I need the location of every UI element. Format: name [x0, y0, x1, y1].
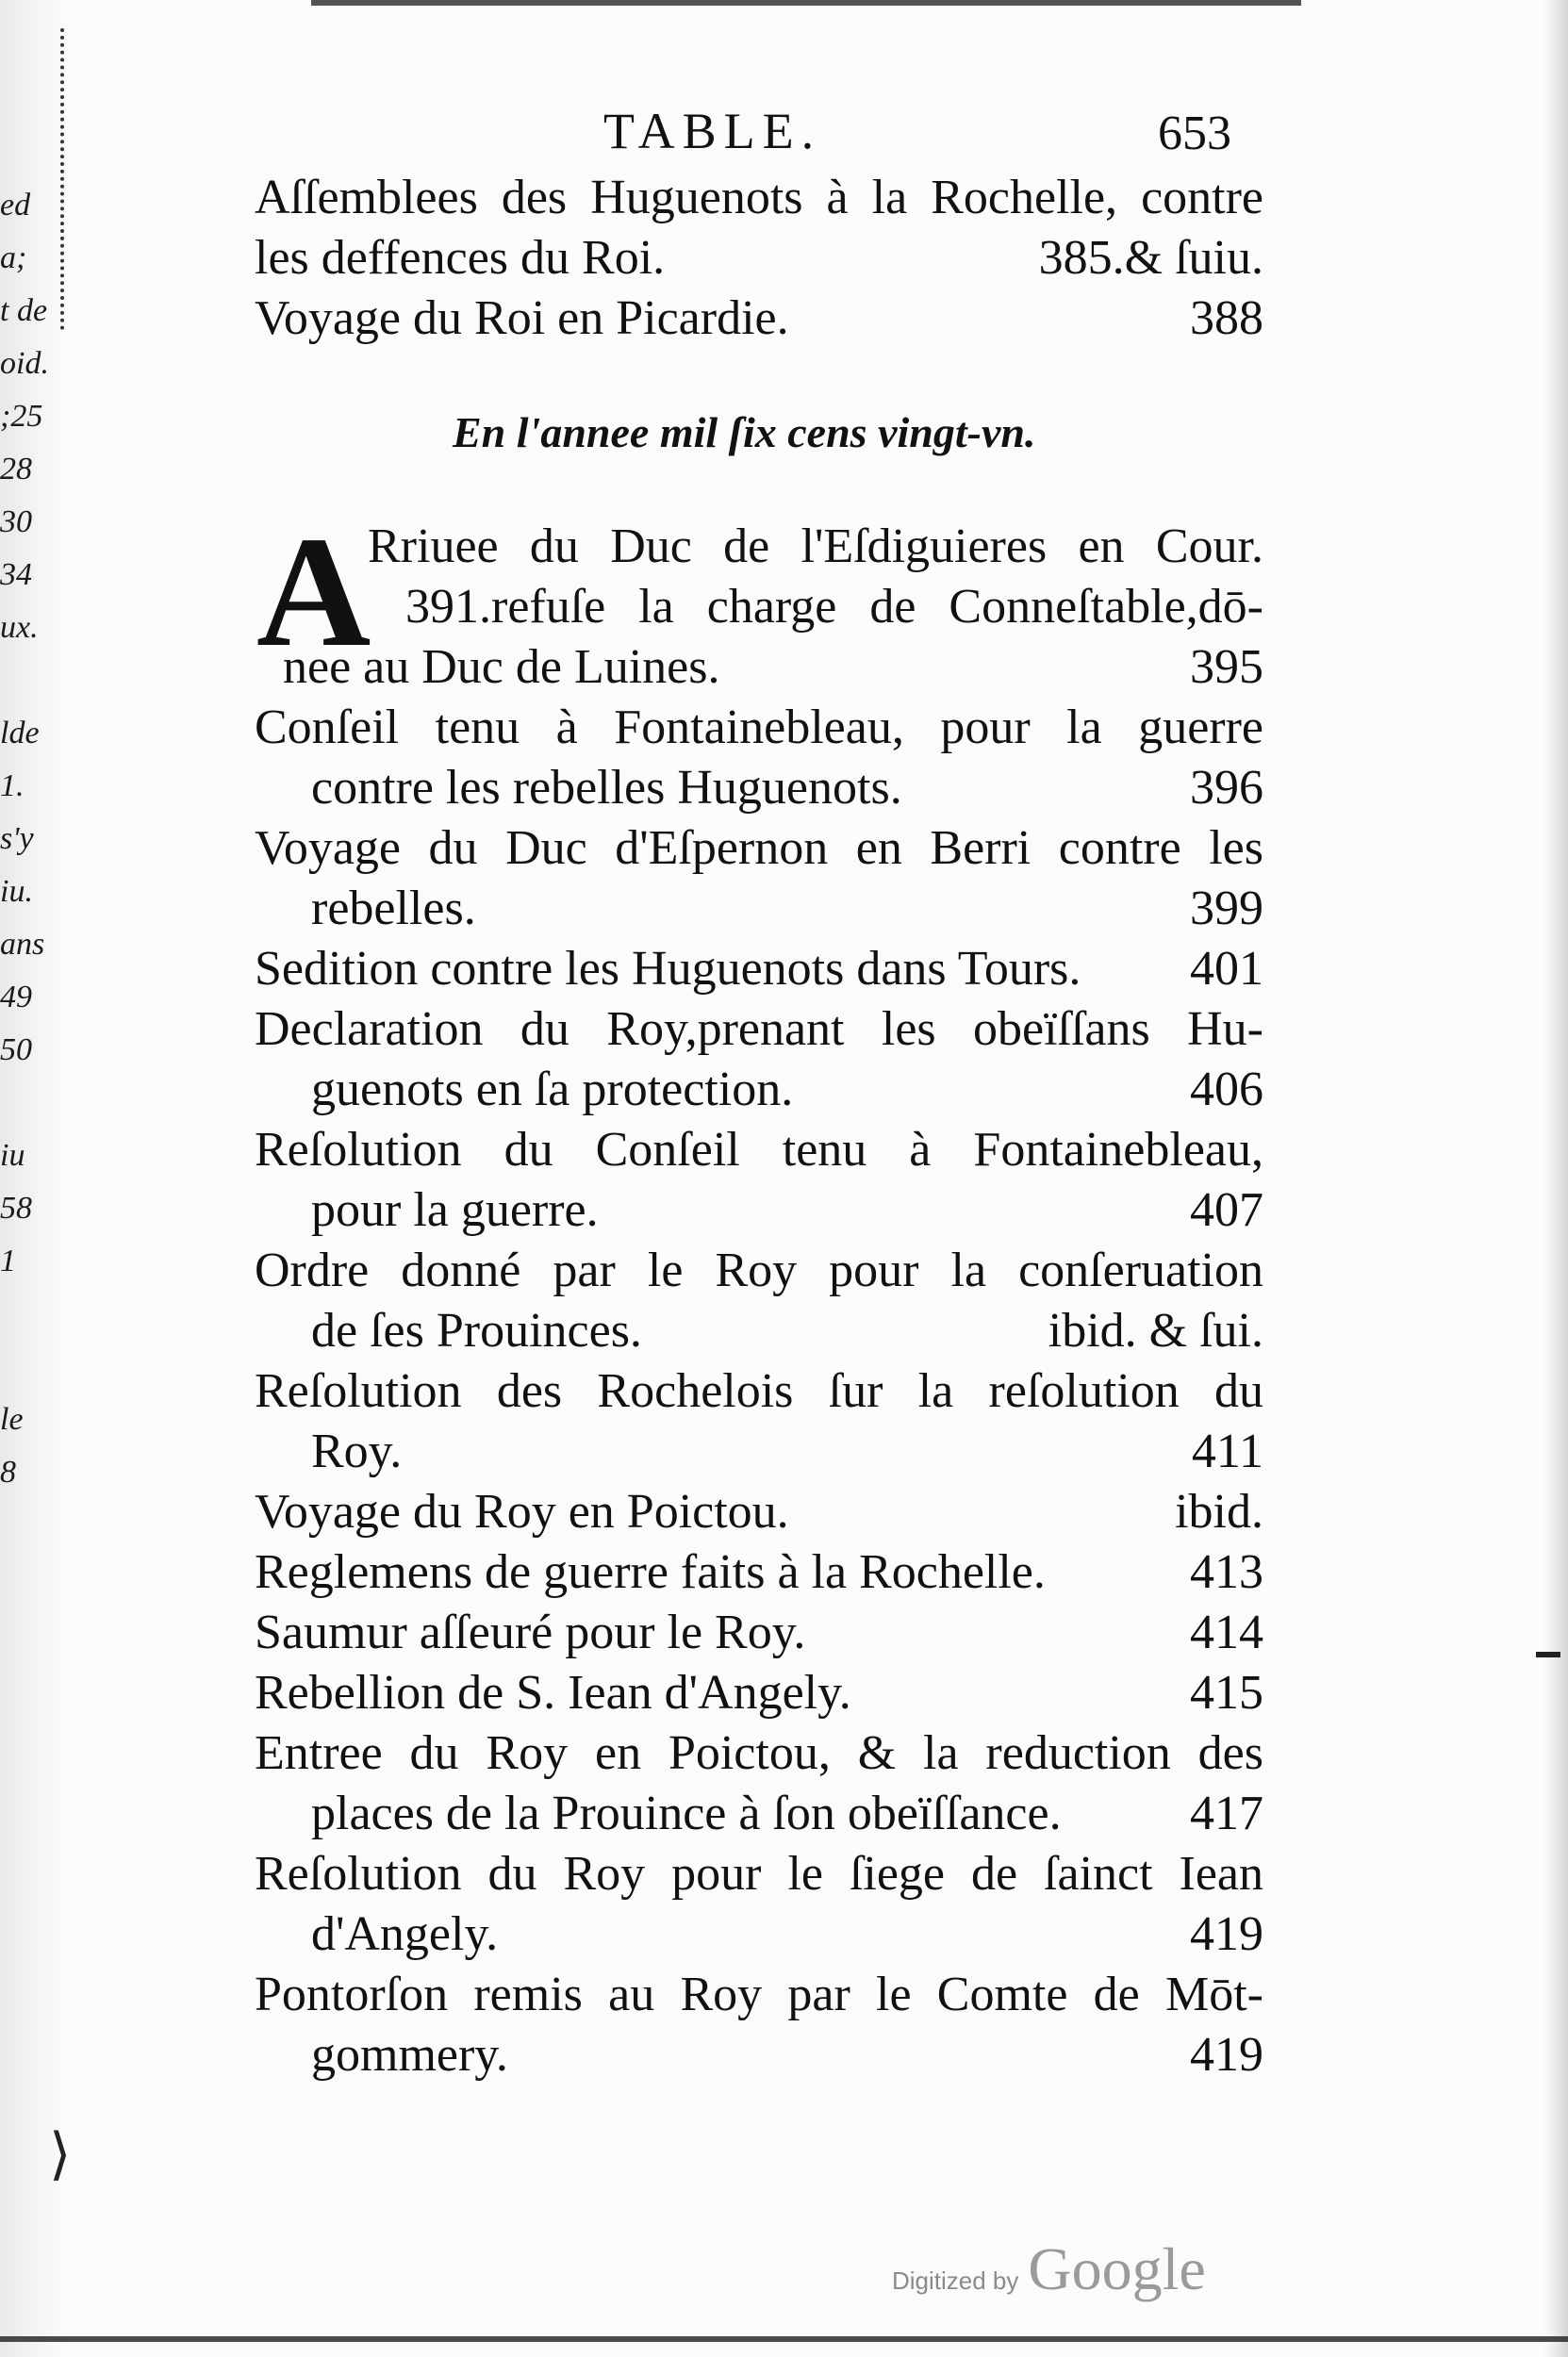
entry-line: [255, 1301, 1263, 1361]
drop-cap: A: [256, 504, 371, 680]
running-head-title: TABLE.: [603, 103, 822, 159]
entry-line: [255, 758, 1263, 818]
entry-text: les deffences du Roi.: [255, 231, 666, 285]
margin-tick: [1536, 1652, 1560, 1657]
index-entry: [255, 1542, 1263, 1603]
entry-page-ref: 407: [1190, 1183, 1263, 1237]
bleed-fragment: [0, 1288, 57, 1341]
bleed-fragment: [0, 1341, 57, 1393]
page-number: 653: [1158, 107, 1231, 160]
entry-line: [255, 1663, 1263, 1723]
entry-text: Saumur aſſeuré pour le Roy.: [255, 1606, 806, 1659]
entry-text: Rriuee du Duc de l'Eſdiguieres en Cour.: [368, 519, 1263, 573]
bleed-fragment: [0, 654, 57, 707]
entry-text: nee au Duc de Luines.: [283, 640, 720, 694]
entry-page-ref: 413: [1190, 1545, 1263, 1599]
entry-page-ref: 417: [1190, 1787, 1263, 1840]
index-entry: [255, 1965, 1263, 2085]
google-logo: Google: [1028, 2235, 1206, 2302]
bleed-fragment: lde: [0, 716, 40, 750]
bleed-fragment: ed: [0, 188, 31, 223]
page-edge: [1543, 0, 1568, 2357]
index-entry-first: [283, 517, 1263, 698]
entry-page-ref: 385.& ſuiu.: [1038, 231, 1263, 285]
bleed-fragment: 30: [0, 504, 32, 539]
bleed-fragment: 8: [0, 1455, 16, 1490]
bleed-fragment: 28: [0, 452, 32, 486]
entry-page-ref: 395: [1190, 640, 1263, 694]
bleed-fragment: 1: [0, 1244, 16, 1278]
entry-line: [255, 1844, 1263, 1904]
entry-line: [368, 577, 1263, 637]
entry-text: Voyage du Duc d'Eſpernon en Berri contre les: [255, 821, 1263, 875]
entry-text: Reſolution du Roy pour le ſiege de ſainct Iean: [255, 1847, 1263, 1901]
bleed-fragment: 1.: [0, 768, 25, 803]
entry-text: Roy.: [311, 1425, 403, 1478]
entry-line: [255, 1904, 1263, 1965]
bleed-fragment: iu: [0, 1138, 25, 1173]
entry-page-ref: 399: [1190, 882, 1263, 935]
bleed-fragment: 49: [0, 980, 32, 1014]
entry-text: Voyage du Roi en Picardie.: [255, 291, 789, 345]
entry-page-ref: 419: [1190, 1907, 1263, 1961]
entry-line: [255, 698, 1263, 758]
entry-line: [255, 1482, 1263, 1542]
entry-text: places de la Prouince à ſon obeïſſance.: [311, 1787, 1062, 1840]
entry-line: [255, 1060, 1263, 1120]
entry-text: Aſſemblees des Huguenots à la Rochelle, contre: [255, 171, 1263, 224]
bleed-fragment: [0, 1499, 57, 1552]
entry-page-ref: 415: [1190, 1666, 1263, 1720]
entry-line: [255, 879, 1263, 939]
facing-page-bleed-text: [0, 179, 57, 1605]
entry-page-ref: ibid. & ſui.: [1048, 1304, 1263, 1358]
entry-page-ref: 401: [1190, 942, 1263, 996]
entry-text: Ordre donné par le Roy pour la conſeruation: [255, 1244, 1263, 1297]
entry-text: Reſolution du Conſeil tenu à Fontainebleau,: [255, 1123, 1263, 1177]
entry-text: Conſeil tenu à Fontainebleau, pour la guerre: [255, 701, 1263, 754]
bleed-fragment: ;25: [0, 399, 43, 434]
index-entry: [255, 1120, 1263, 1241]
entry-line: [283, 637, 1263, 698]
entry-text: 391.refuſe la charge de Conneſtable,dō-: [405, 580, 1263, 634]
bleed-fragment: 50: [0, 1032, 32, 1067]
entry-line: [255, 1542, 1263, 1603]
bleed-fragment: 58: [0, 1191, 32, 1226]
entry-line: [255, 2025, 1263, 2085]
entry-text: pour la guerre.: [311, 1183, 599, 1237]
bleed-fragment: t de: [0, 293, 48, 328]
entry-line: [368, 517, 1263, 577]
index-entry: [255, 1241, 1263, 1361]
entry-text: Reſolution des Rochelois ſur la reſolution du: [255, 1364, 1263, 1418]
entry-text: Declaration du Roy,prenant les obeïſſans Hu-: [255, 1002, 1263, 1056]
bleed-fragment: 34: [0, 557, 32, 592]
index-entry: [255, 168, 1263, 288]
bleed-fragment: oid.: [0, 346, 49, 381]
entry-text: d'Angely.: [311, 1907, 499, 1961]
margin-mark: ⟩: [49, 2123, 72, 2185]
entry-page-ref: 406: [1190, 1063, 1263, 1116]
entry-line: [255, 1241, 1263, 1301]
watermark-prefix: Digitized by: [892, 2266, 1019, 2295]
entry-line: [255, 228, 1263, 288]
entry-line: [255, 1723, 1263, 1784]
section-heading: En l'annee mil ſix cens vingt-vn.: [453, 408, 1036, 456]
entry-page-ref: 419: [1190, 2028, 1263, 2082]
entry-text: rebelles.: [311, 882, 476, 935]
entry-page-ref: ibid.: [1175, 1485, 1263, 1539]
entry-page-ref: 411: [1191, 1425, 1263, 1478]
bleed-fragment: [0, 1552, 57, 1605]
entry-line: [255, 1603, 1263, 1663]
entry-line: [255, 1965, 1263, 2025]
entry-text: Voyage du Roy en Poictou.: [255, 1485, 789, 1539]
entry-text: de ſes Prouinces.: [311, 1304, 642, 1358]
entry-line: [255, 1784, 1263, 1844]
bleed-fragment: ux.: [0, 610, 39, 645]
index-entry: [255, 939, 1263, 999]
index-entry: [255, 999, 1263, 1120]
entry-line: [255, 1422, 1263, 1482]
entry-line: [255, 1120, 1263, 1180]
bottom-scan-edge: [0, 2336, 1568, 2342]
entry-line: [255, 939, 1263, 999]
entry-text: contre les rebelles Huguenots.: [311, 761, 902, 815]
top-scan-edge: [311, 0, 1301, 6]
index-entry: [255, 1482, 1263, 1542]
index-entry: [255, 1723, 1263, 1844]
entry-line: [255, 999, 1263, 1060]
entry-line: [255, 1180, 1263, 1241]
index-entry: [255, 1361, 1263, 1482]
entry-text: Entree du Roy en Poictou, & la reduction des: [255, 1726, 1263, 1780]
entry-line: [255, 1361, 1263, 1422]
digitization-watermark: [892, 2234, 1206, 2304]
index-entry: [255, 818, 1263, 939]
entry-line: [255, 288, 1263, 349]
index-entry: [255, 1603, 1263, 1663]
entry-text: Pontorſon remis au Roy par le Comte de Mōt-: [255, 1968, 1263, 2021]
entry-text: gommery.: [311, 2028, 508, 2082]
bleed-fragment: s'y: [0, 821, 34, 856]
index-entry: [255, 288, 1263, 349]
entry-page-ref: 396: [1190, 761, 1263, 815]
index-entry: [255, 1663, 1263, 1723]
bleed-fragment: le: [0, 1402, 24, 1437]
entry-text: Sedition contre les Huguenots dans Tours.: [255, 942, 1081, 996]
entry-line: [255, 818, 1263, 879]
entry-page-ref: 388: [1190, 291, 1263, 345]
entry-page-ref: 414: [1190, 1606, 1263, 1659]
margin-dotted-line: [60, 28, 68, 330]
bleed-fragment: a;: [0, 240, 27, 275]
index-entry: [255, 1844, 1263, 1965]
index-entry: [255, 698, 1263, 818]
entry-text: Reglemens de guerre faits à la Rochelle.: [255, 1545, 1046, 1599]
bleed-fragment: ans: [0, 927, 45, 962]
entry-text: Rebellion de S. Iean d'Angely.: [255, 1666, 851, 1720]
entry-text: guenots en ſa protection.: [311, 1063, 794, 1116]
bleed-fragment: iu.: [0, 874, 33, 909]
entry-line: [255, 168, 1263, 228]
bleed-fragment: [0, 1077, 57, 1129]
